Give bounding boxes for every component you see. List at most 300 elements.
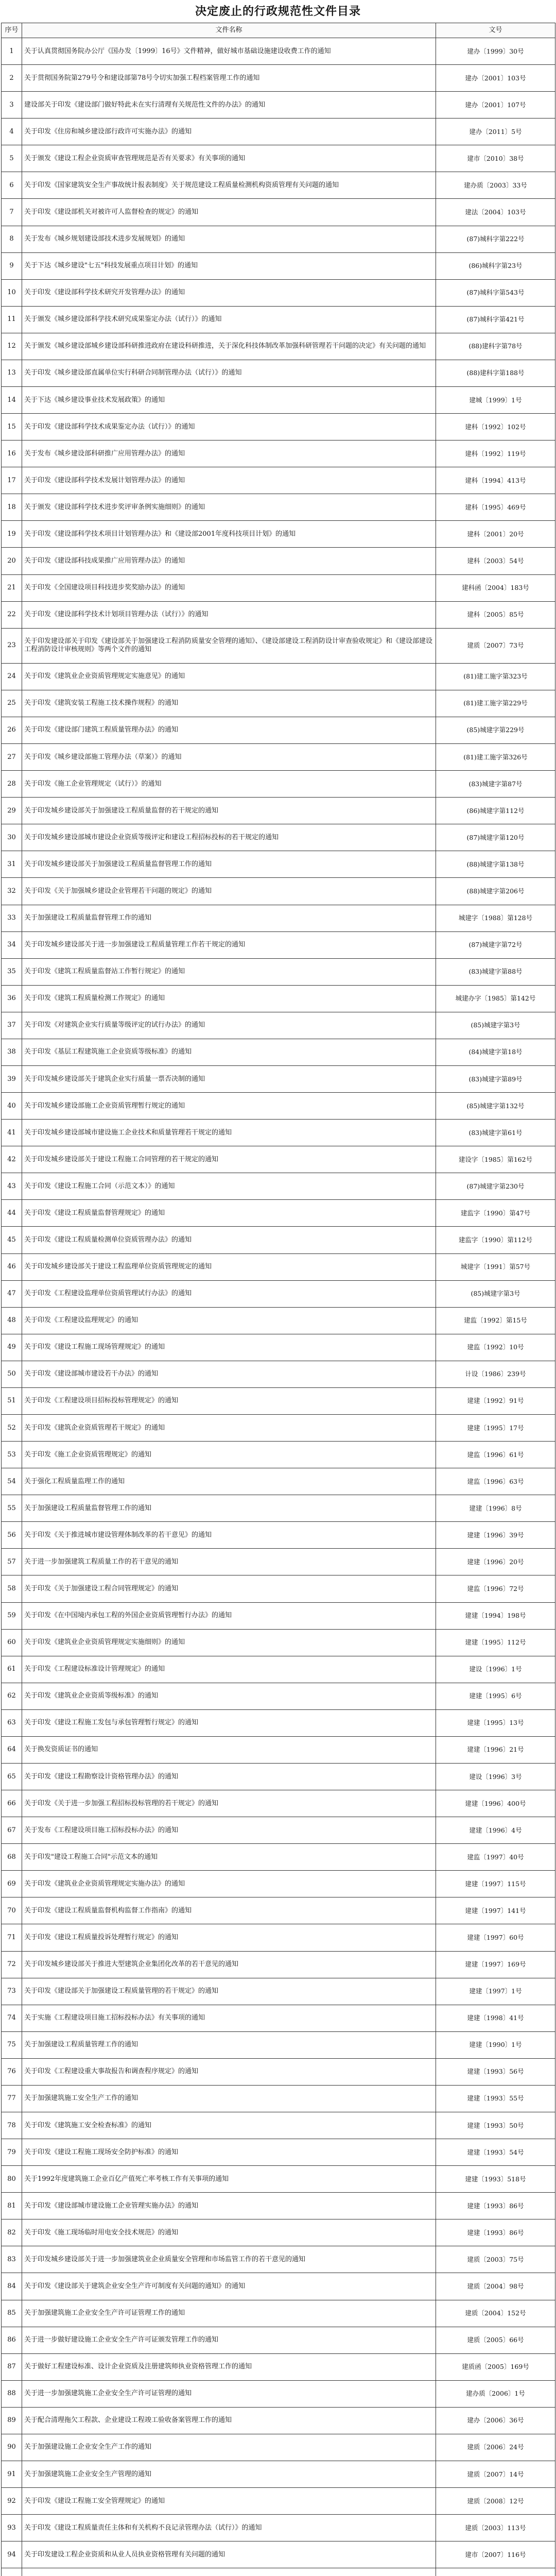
- row-seq: 83: [2, 2246, 22, 2273]
- row-name: 关于颁发《建设部科学技术进步奖评审条例实施细则》的通知: [22, 494, 436, 521]
- row-doc: 建建〔1996〕8号: [436, 1495, 555, 1522]
- row-seq: 91: [2, 2461, 22, 2488]
- row-seq: 73: [2, 1978, 22, 2005]
- row-name: 关于印发城乡建设部关于建设工程施工合同管理的若干规定的通知: [22, 1146, 436, 1173]
- table-row: [2, 1656, 555, 1683]
- table-row: [2, 1978, 555, 2005]
- row-doc: 建建〔1997〕115号: [436, 1871, 555, 1897]
- row-name: 关于印发《建筑施工安全检查标准》的通知: [22, 2112, 436, 2139]
- row-doc: 建办质〔2003〕33号: [436, 172, 555, 199]
- table-row: [2, 360, 555, 386]
- row-doc: 建建〔1995〕6号: [436, 1683, 555, 1709]
- row-name: 关于印发《建设部科学技术成果鉴定办法（试行）》的通知: [22, 414, 436, 440]
- row-name: 关于配合清理拖欠工程款、企业建设工程竣工验收备案管理工作的通知: [22, 2407, 436, 2434]
- row-doc: 建质〔2007〕14号: [436, 2461, 555, 2488]
- row-name: 关于印发城乡建设部关于推进大型建筑企业集团化改革的若干意见的通知: [22, 1951, 436, 1978]
- table-row: [2, 1200, 555, 1227]
- row-seq: 26: [2, 717, 22, 743]
- row-doc: (85)城建字第229号: [436, 717, 555, 743]
- row-name: 关于印发《建设工程勘察设计资格管理办法》的通知: [22, 1764, 436, 1790]
- row-seq: 11: [2, 306, 22, 333]
- row-seq: 37: [2, 1012, 22, 1039]
- row-seq: 27: [2, 744, 22, 771]
- row-seq: 18: [2, 494, 22, 521]
- row-doc: 建建〔1996〕400号: [436, 1790, 555, 1817]
- row-seq: 42: [2, 1146, 22, 1173]
- row-name: 关于贯彻国务院第279号令和建设部第78号令切实加强工程档案管理工作的通知: [22, 65, 436, 92]
- row-seq: 51: [2, 1387, 22, 1414]
- row-seq: 62: [2, 1683, 22, 1709]
- row-name: 关于印发《建筑业企业资质管理规定实施细则》的通知: [22, 1629, 436, 1656]
- table-row: [2, 1468, 555, 1495]
- table-row: [2, 92, 555, 118]
- row-seq: 53: [2, 1442, 22, 1468]
- row-doc: 建城〔1999〕1号: [436, 387, 555, 414]
- table-row: [2, 1683, 555, 1709]
- row-seq: 64: [2, 1736, 22, 1763]
- row-doc: (88)建科字第188号: [436, 360, 555, 386]
- row-name: 关于印发《建筑工程质量检测工作规定》的通知: [22, 985, 436, 1012]
- row-doc: 城建字〔1988〕第128号: [436, 905, 555, 931]
- table-row: [2, 306, 555, 333]
- row-doc: (83)城建字第88号: [436, 958, 555, 985]
- row-name: 关于印发城乡建设部关于加强建设工程质量监督管理工作的通知: [22, 851, 436, 878]
- row-doc: 建建〔1992〕91号: [436, 1387, 555, 1414]
- row-name: 关于印发城乡建设部关于进一步加强建筑业企业质量安全管理和市场监管工作的若干意见的通知: [22, 2246, 436, 2273]
- table-row: [2, 601, 555, 628]
- table-row: [2, 1227, 555, 1253]
- row-doc: 建质〔2008〕12号: [436, 2488, 555, 2515]
- table-row: [2, 771, 555, 798]
- row-doc: (88)城建字第206号: [436, 878, 555, 905]
- table-row: [2, 199, 555, 226]
- table-row: [2, 1817, 555, 1844]
- row-name: 关于印发《建设部关于加强建设工程质量管理的若干规定》的通知: [22, 1978, 436, 2005]
- row-name: 关于印发《建设工程质量检测单位资质管理办法》的通知: [22, 1227, 436, 1253]
- row-name: 关于印发《基层工程建筑施工企业资质等级标准》的通知: [22, 1039, 436, 1065]
- row-name: 关于加强建筑施工安全生产工作的通知: [22, 2085, 436, 2112]
- row-doc: 建办质〔2006〕1号: [436, 2380, 555, 2407]
- row-name: 关于印发《关于推进城市建设管理体制改革的若干意见》的通知: [22, 1522, 436, 1549]
- table-row: [2, 798, 555, 824]
- row-name: 关于1992年度建筑施工企业百亿产值死亡率考核工作有关事项的通知: [22, 2166, 436, 2193]
- row-doc: 建建〔1997〕169号: [436, 1951, 555, 1978]
- row-name: 关于印发《建设工程质量监督机构监督工作指南》的通知: [22, 1897, 436, 1924]
- table-row: [2, 985, 555, 1012]
- table-row: [2, 38, 555, 65]
- row-seq: 50: [2, 1361, 22, 1387]
- row-doc: (85)城建字第3号: [436, 1012, 555, 1039]
- row-doc: 建建〔1995〕13号: [436, 1709, 555, 1736]
- row-name: 关于印发《建设部关于建筑企业安全生产许可制度有关问题的通知》的通知: [22, 2273, 436, 2300]
- row-seq: 88: [2, 2380, 22, 2407]
- row-seq: 67: [2, 1817, 22, 1844]
- row-seq: 69: [2, 1871, 22, 1897]
- table-row: [2, 744, 555, 771]
- row-doc: 建质〔2006〕24号: [436, 2434, 555, 2461]
- row-seq: 92: [2, 2488, 22, 2515]
- row-seq: 90: [2, 2434, 22, 2461]
- row-doc: (81)建工施字第326号: [436, 744, 555, 771]
- row-doc: (87)城建字第120号: [436, 824, 555, 851]
- table-row: [2, 333, 555, 360]
- table-row: [2, 1709, 555, 1736]
- row-doc: 建监〔1996〕61号: [436, 1442, 555, 1468]
- row-doc: 建质〔2005〕66号: [436, 2327, 555, 2353]
- table-row: [2, 387, 555, 414]
- row-seq: 46: [2, 1253, 22, 1280]
- table-row: [2, 690, 555, 717]
- row-seq: 49: [2, 1334, 22, 1361]
- row-name: 关于印发城乡建设部施工企业资质管理暂行规定的通知: [22, 1093, 436, 1120]
- table-row: [2, 2005, 555, 2031]
- row-name: 关于印发《建设部门建筑工程质量管理办法》的通知: [22, 717, 436, 743]
- table-row: [2, 2219, 555, 2246]
- row-name: 关于印发《建筑业企业资质管理规定实施意见》的通知: [22, 663, 436, 690]
- row-name: 关于印发《建设部机关对被许可人监督检查的规定》的通知: [22, 199, 436, 226]
- row-name: 关于印发《建设部城市建设若干办法》的通知: [22, 1361, 436, 1387]
- row-doc: 建办〔2011〕5号: [436, 118, 555, 145]
- row-name: 关于印发城乡建设部关于加强建设工程质量监督的若干规定的通知: [22, 798, 436, 824]
- row-doc: 建科〔1992〕102号: [436, 414, 555, 440]
- table-row: [2, 824, 555, 851]
- table-row: [2, 1012, 555, 1039]
- row-doc: 建建〔1998〕41号: [436, 2005, 555, 2031]
- row-name: 关于印发《关于加强城乡建设企业管理若干问题的规定》的通知: [22, 878, 436, 905]
- row-seq: 1: [2, 38, 22, 65]
- row-doc: 城建字〔1991〕第57号: [436, 1253, 555, 1280]
- table-row: [2, 1334, 555, 1361]
- row-doc: 建建〔1994〕198号: [436, 1602, 555, 1629]
- row-name: 关于印发《建设部科学技术计划项目管理办法（试行）》的通知: [22, 601, 436, 628]
- table-row: [2, 1736, 555, 1763]
- row-name: 关于颁发《城乡建设部科学技术研究成果鉴定办法（试行）》的通知: [22, 306, 436, 333]
- row-doc: 建监〔1992〕第15号: [436, 1307, 555, 1334]
- row-seq: 36: [2, 985, 22, 1012]
- row-seq: 66: [2, 1790, 22, 1817]
- row-seq: 77: [2, 2085, 22, 2112]
- row-doc: (85)城建字第132号: [436, 1093, 555, 1120]
- row-name: 关于发布《工程建设项目施工招标投标办法》的通知: [22, 1817, 436, 1844]
- row-doc: 建科函〔2004〕183号: [436, 574, 555, 601]
- row-seq: 63: [2, 1709, 22, 1736]
- row-name: 关于进一步加强建筑施工企业安全生产许可证管理的通知: [22, 2380, 436, 2407]
- row-name: 关于印发《城乡建设部施工管理办法（草案）》的通知: [22, 744, 436, 771]
- table-row: [2, 1575, 555, 1602]
- row-seq: 84: [2, 2273, 22, 2300]
- row-seq: 80: [2, 2166, 22, 2193]
- row-name: 关于加强建设工程质量管理工作的通知: [22, 2031, 436, 2058]
- row-seq: 86: [2, 2327, 22, 2353]
- row-seq: 87: [2, 2353, 22, 2380]
- table-row: [2, 905, 555, 931]
- row-seq: 44: [2, 1200, 22, 1227]
- row-name: 关于印发《工程建设监理单位资质管理试行办法》的通知: [22, 1280, 436, 1307]
- row-seq: 65: [2, 1764, 22, 1790]
- row-seq: 70: [2, 1897, 22, 1924]
- row-seq: 79: [2, 2139, 22, 2166]
- row-name: 关于印发《建筑安装工程施工技术操作规程》的通知: [22, 690, 436, 717]
- row-doc: 建建〔1993〕86号: [436, 2219, 555, 2246]
- row-seq: 21: [2, 574, 22, 601]
- row-doc: 建建〔1995〕112号: [436, 1629, 555, 1656]
- table-row: [2, 663, 555, 690]
- row-seq: 43: [2, 1173, 22, 1200]
- table-row: [2, 1120, 555, 1146]
- row-seq: 78: [2, 2112, 22, 2139]
- row-doc: 建建〔1997〕141号: [436, 1897, 555, 1924]
- row-doc: 建办〔1999〕30号: [436, 38, 555, 65]
- table-row: [2, 1871, 555, 1897]
- row-name: 关于发布《城乡规划建设部技术进步发展规划》的通知: [22, 226, 436, 252]
- row-seq: 58: [2, 1575, 22, 1602]
- row-doc: 建科〔1995〕469号: [436, 494, 555, 521]
- table-row: [2, 1387, 555, 1414]
- table-row: [2, 2193, 555, 2219]
- table-row: [2, 118, 555, 145]
- row-name: 关于印发《城乡建设部直属单位实行科研合同制管理办法（试行）》的通知: [22, 360, 436, 386]
- row-name: 关于印发《工程建设项目招标投标管理规定》的通知: [22, 1387, 436, 1414]
- row-name: 关于加强建设施工企业安全生产工作的通知: [22, 2434, 436, 2461]
- row-seq: 5: [2, 145, 22, 172]
- row-doc: (87)城建字第230号: [436, 1173, 555, 1200]
- row-doc: 建设〔1996〕1号: [436, 1656, 555, 1683]
- row-seq: 56: [2, 1522, 22, 1549]
- row-doc: 建质〔2004〕98号: [436, 2273, 555, 2300]
- row-seq: 45: [2, 1227, 22, 1253]
- table-row: [2, 2353, 555, 2380]
- table-row: [2, 574, 555, 601]
- row-doc: 建建〔1993〕86号: [436, 2193, 555, 2219]
- row-seq: 89: [2, 2407, 22, 2434]
- row-name: 关于印发《全国建设项目科技进步奖奖励办法》的通知: [22, 574, 436, 601]
- row-name: 关于印发"建设工程施工合同"示范文本的通知: [22, 1844, 436, 1871]
- row-doc: (86)城科字第23号: [436, 252, 555, 279]
- table-row: [2, 2166, 555, 2193]
- table-row: [2, 440, 555, 467]
- row-seq: 55: [2, 1495, 22, 1522]
- row-seq: 76: [2, 2058, 22, 2085]
- row-seq: 20: [2, 548, 22, 574]
- row-name: 关于印发《建筑工程质量监督站工作暂行规定》的通知: [22, 958, 436, 985]
- row-doc: 建建〔1996〕21号: [436, 1736, 555, 1763]
- row-doc: (83)城建字第89号: [436, 1065, 555, 1092]
- row-name: 关于印发建设部关于印发《建设部关于加强建设工程消防质量安全管理的通知》、《建设部建设工程消防设计审查验收规定》和《建设部建设工程消防设计审核规则》等两个文件的通知: [22, 628, 436, 663]
- row-doc: 建监〔1992〕10号: [436, 1334, 555, 1361]
- row-doc: (88)建科字第78号: [436, 333, 555, 360]
- row-name: 关于进一步加强建筑工程质量工作的若干意见的通知: [22, 1549, 436, 1575]
- row-doc: 建建〔1995〕17号: [436, 1414, 555, 1441]
- row-name: 关于颁发《城乡建设部城乡建设部科研推进政府在建设科研推进，关于深化科技体制改革加强科研管理若干问题的决定》有关问题的通知: [22, 333, 436, 360]
- row-seq: 59: [2, 1602, 22, 1629]
- row-seq: 39: [2, 1065, 22, 1092]
- row-seq: 24: [2, 663, 22, 690]
- table-row: [2, 1361, 555, 1387]
- table-row: [2, 1307, 555, 1334]
- table-row: [2, 2541, 555, 2568]
- row-name: 关于印发《建设工程施工发包与承包管理暂行规定》的通知: [22, 1709, 436, 1736]
- row-seq: 16: [2, 440, 22, 467]
- table-row: [2, 1602, 555, 1629]
- table-row: [2, 1522, 555, 1549]
- table-row: [2, 467, 555, 494]
- row-doc: (85)城建字第3号: [436, 1280, 555, 1307]
- row-doc: (84)城建字第18号: [436, 1039, 555, 1065]
- row-name: 关于印发城乡建设部关于进一步加强建设工程质量管理工作若干规定的通知: [22, 931, 436, 958]
- row-seq: 85: [2, 2300, 22, 2327]
- row-doc: 建监〔1996〕72号: [436, 1575, 555, 1602]
- row-doc: 建科〔2001〕20号: [436, 521, 555, 548]
- row-name: 关于印发建设工程企业资质和从业人员执业资格管理有关问题的通知: [22, 2541, 436, 2568]
- row-name: 关于印发《施工企业资质管理规定》的通知: [22, 1442, 436, 1468]
- row-name: 关于认真贯彻国务院办公厅《国办发〔1999〕16号》文件精神，做好城市基础设施建设收费工作的通知: [22, 38, 436, 65]
- row-doc: 建建〔1993〕50号: [436, 2112, 555, 2139]
- row-doc: 建质〔2004〕152号: [436, 2300, 555, 2327]
- row-doc: (87)城科字第543号: [436, 279, 555, 306]
- table-row: [2, 1924, 555, 1951]
- table-row: [2, 628, 555, 663]
- table-row: [2, 2139, 555, 2166]
- row-doc: (83)城建字第87号: [436, 771, 555, 798]
- table-row: [2, 2085, 555, 2112]
- row-doc: [436, 2568, 555, 2576]
- row-seq: 17: [2, 467, 22, 494]
- table-row: [2, 252, 555, 279]
- table-row: [2, 494, 555, 521]
- table-row: [2, 851, 555, 878]
- row-seq: 38: [2, 1039, 22, 1065]
- row-doc: 建质〔2007〕73号: [436, 628, 555, 663]
- row-doc: 建质函〔2005〕169号: [436, 2353, 555, 2380]
- row-name: 关于印发《建设工程质量监督管理规定》的通知: [22, 1200, 436, 1227]
- row-name: 关于印发《建设工程质量投诉处理暂行规定》的通知: [22, 1924, 436, 1951]
- row-doc: 建监字〔1990〕第47号: [436, 1200, 555, 1227]
- row-seq: 72: [2, 1951, 22, 1978]
- row-doc: 建建〔1996〕20号: [436, 1549, 555, 1575]
- table-row: [2, 521, 555, 548]
- row-doc: (83)城建字第61号: [436, 1120, 555, 1146]
- row-seq: 29: [2, 798, 22, 824]
- table-row: [2, 1549, 555, 1575]
- table-row: [2, 1442, 555, 1468]
- row-seq: 54: [2, 1468, 22, 1495]
- row-doc: (88)城建字第138号: [436, 851, 555, 878]
- row-seq: 31: [2, 851, 22, 878]
- row-seq: 47: [2, 1280, 22, 1307]
- table-row: [2, 1414, 555, 1441]
- table-row: [2, 1039, 555, 1065]
- row-name: 关于颁发《建设工程企业资质审查管理规范是否有关要求》有关事项的通知: [22, 145, 436, 172]
- row-doc: 建建〔1993〕54号: [436, 2139, 555, 2166]
- row-seq: 93: [2, 2515, 22, 2541]
- row-seq: 32: [2, 878, 22, 905]
- table-row: [2, 1897, 555, 1924]
- row-seq: 34: [2, 931, 22, 958]
- row-name: 建设部关于印发《建设部门做好特此未在实行清理有关规范性文件的办法》的通知: [22, 92, 436, 118]
- page-title: 决定废止的行政规范性文件目录: [195, 5, 361, 18]
- row-doc: 建办〔2001〕107号: [436, 92, 555, 118]
- row-name: 关于发布《城乡建设部科研推广应用管理办法》的通知: [22, 440, 436, 467]
- row-doc: 建监〔1997〕40号: [436, 1844, 555, 1871]
- table-row: [2, 2327, 555, 2353]
- row-seq: 41: [2, 1120, 22, 1146]
- row-seq: 23: [2, 628, 22, 663]
- row-doc: 建办〔2001〕103号: [436, 65, 555, 92]
- row-seq: 14: [2, 387, 22, 414]
- row-doc: 建科〔2003〕54号: [436, 548, 555, 574]
- row-doc: 建建〔1996〕39号: [436, 1522, 555, 1549]
- row-name: 关于印发《施工企业管理规定（试行）》的通知: [22, 771, 436, 798]
- row-name: 关于印发城乡建设部城市建设施工企业技术和质量管理若干规定的通知: [22, 1120, 436, 1146]
- row-name: 关于下达《城乡建设事业技术发展政策》的通知: [22, 387, 436, 414]
- table-row: [2, 2031, 555, 2058]
- row-name: 关于印发《建设工程施工安全管理规定》的通知: [22, 2488, 436, 2515]
- row-name: 关于印发《建设部科学技术发展计划管理办法》的通知: [22, 467, 436, 494]
- row-name: [22, 2568, 436, 2576]
- row-name: 关于加强建设工程质量监督管理工作的通知: [22, 905, 436, 931]
- row-seq: 48: [2, 1307, 22, 1334]
- table-row: [2, 2300, 555, 2327]
- row-seq: 82: [2, 2219, 22, 2246]
- table-row: [2, 226, 555, 252]
- table-row: [2, 1146, 555, 1173]
- row-seq: 13: [2, 360, 22, 386]
- row-seq: 30: [2, 824, 22, 851]
- row-name: 关于印发《国家建筑安全生产事故统计报表制度》关于规范建设工程质量检测机构资质管理有关问题的通知: [22, 172, 436, 199]
- row-name: 关于印发《建设部科学技术研究开发管理办法》的通知: [22, 279, 436, 306]
- row-name: 关于印发《工程建设标准设计管理规定》的通知: [22, 1656, 436, 1683]
- row-seq: 40: [2, 1093, 22, 1120]
- row-doc: 建质〔2003〕113号: [436, 2515, 555, 2541]
- row-doc: 建建〔1993〕56号: [436, 2058, 555, 2085]
- table-row: [2, 958, 555, 985]
- header-name: 文件名称: [22, 23, 436, 38]
- table-row: [2, 2461, 555, 2488]
- row-seq: 2: [2, 65, 22, 92]
- row-name: 关于印发城乡建设部城市建设企业资质等级评定和建设工程招标投标的若干规定的通知: [22, 824, 436, 851]
- row-doc: 建监〔1996〕63号: [436, 1468, 555, 1495]
- row-name: 关于加强建筑施工企业安全生产许可证管理工作的通知: [22, 2300, 436, 2327]
- table-row: [2, 2488, 555, 2515]
- table-row: [2, 1844, 555, 1871]
- row-seq: 60: [2, 1629, 22, 1656]
- row-name: 关于印发《关于进一步加强工程招标投标管理的若干规定》的通知: [22, 1790, 436, 1817]
- row-doc: 建法〔2004〕103号: [436, 199, 555, 226]
- table-row: [2, 2112, 555, 2139]
- table-row: [2, 931, 555, 958]
- row-name: 关于印发《工程建设重大事故报告和调查程序规定》的通知: [22, 2058, 436, 2085]
- row-seq: 22: [2, 601, 22, 628]
- row-name: 关于印发城乡建设部关于建设工程监理单位资质管理规定的通知: [22, 1253, 436, 1280]
- table-row: [2, 548, 555, 574]
- row-doc: 建科〔1994〕413号: [436, 467, 555, 494]
- row-doc: 建市〔2010〕38号: [436, 145, 555, 172]
- header-doc: 文号: [436, 23, 555, 38]
- row-seq: 6: [2, 172, 22, 199]
- row-name: 关于换发资质证书的通知: [22, 1736, 436, 1763]
- row-seq: 81: [2, 2193, 22, 2219]
- table-row: [2, 2058, 555, 2085]
- row-doc: 建建〔1993〕518号: [436, 2166, 555, 2193]
- table-row: [2, 65, 555, 92]
- row-seq: 75: [2, 2031, 22, 2058]
- row-doc: 建质〔2003〕75号: [436, 2246, 555, 2273]
- row-doc: 建建〔1996〕4号: [436, 1817, 555, 1844]
- table-row: [2, 145, 555, 172]
- row-seq: 25: [2, 690, 22, 717]
- row-doc: 建科〔1992〕119号: [436, 440, 555, 467]
- row-name: 关于印发《建筑业企业资质管理规定实施办法》的通知: [22, 1871, 436, 1897]
